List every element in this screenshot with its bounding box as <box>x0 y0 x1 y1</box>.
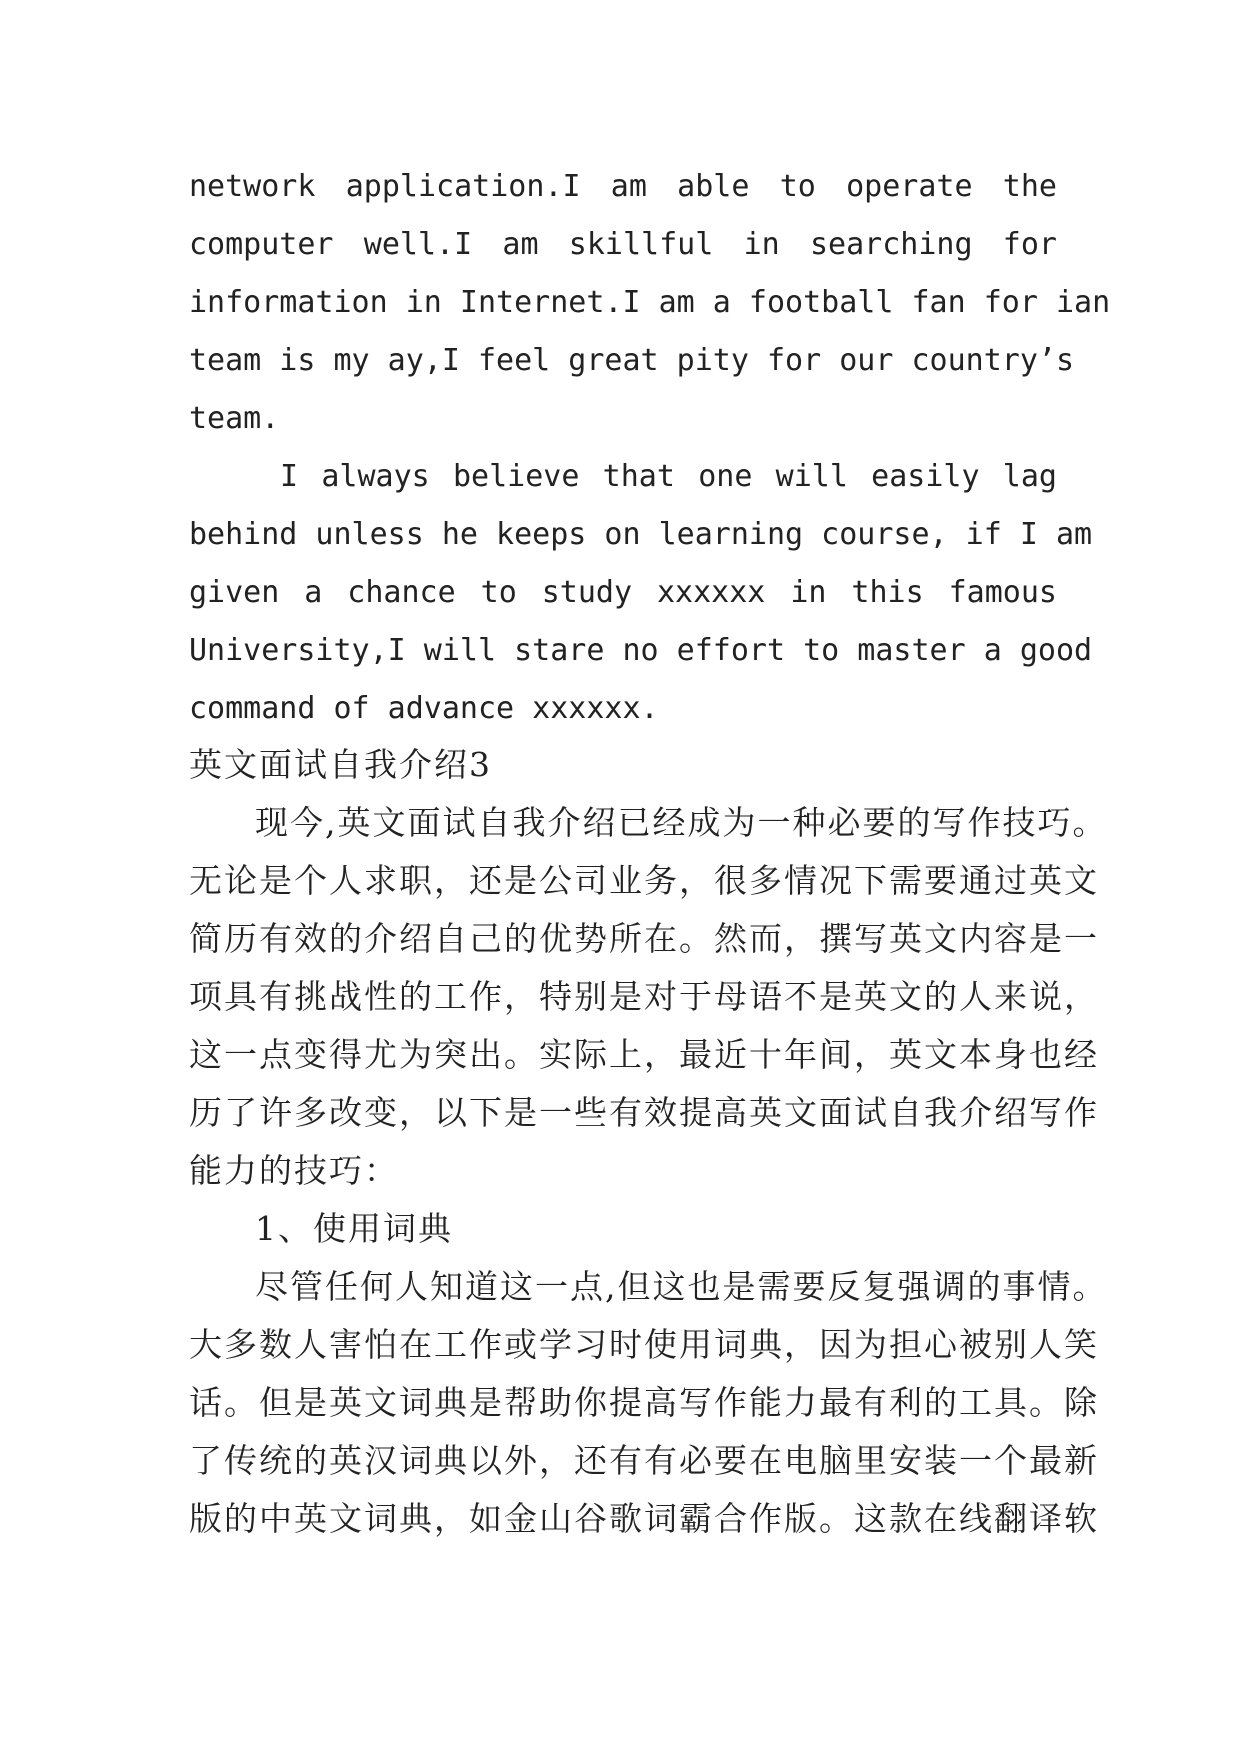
text-line: 现今,英文面试自我介绍已经成为一种必要的写作技巧。 <box>255 803 1108 842</box>
text-line: network application.I am able to operate the <box>189 169 1057 204</box>
text-line: 了传统的英汉词典以外，还有有必要在电脑里安装一个最新 <box>189 1441 1099 1480</box>
text-line: 这一点变得尤为突出。实际上，最近十年间，英文本身也经 <box>189 1035 1099 1074</box>
text-line: I always believe that one will easily lag <box>280 459 1057 494</box>
text-line: 尽管任何人知道这一点,但这也是需要反复强调的事情。 <box>255 1267 1108 1306</box>
text-line: computer well.I am skillful in searching for <box>189 227 1057 262</box>
text-line: 大多数人害怕在工作或学习时使用词典，因为担心被别人笑 <box>189 1325 1099 1364</box>
text-line: University,I will stare no effort to master a good <box>189 633 1093 668</box>
section-heading: 英文面试自我介绍3 <box>189 745 492 784</box>
text-line: 话。但是英文词典是帮助你提高写作能力最有利的工具。除 <box>189 1383 1099 1422</box>
text-line: 项具有挑战性的工作，特别是对于母语不是英文的人来说， <box>189 977 1099 1016</box>
text-line: command of advance xxxxxx. <box>189 691 659 726</box>
text-line: 版的中英文词典，如金山谷歌词霸合作版。这款在线翻译软 <box>189 1499 1099 1538</box>
text-line: team. <box>189 401 280 436</box>
text-line: team is my ay,I feel great pity for our country’s <box>189 343 1075 378</box>
text-line: given a chance to study xxxxxx in this famous <box>189 575 1057 610</box>
text-line: 能力的技巧： <box>189 1151 399 1190</box>
text-line: 简历有效的介绍自己的优势所在。然而，撰写英文内容是一 <box>189 919 1099 958</box>
numbered-heading: 1、使用词典 <box>255 1209 453 1248</box>
text-line: 无论是个人求职，还是公司业务，很多情况下需要通过英文 <box>189 861 1099 900</box>
text-line: behind unless he keeps on learning course, if I am <box>189 517 1093 552</box>
text-line: 历了许多改变，以下是一些有效提高英文面试自我介绍写作 <box>189 1093 1099 1132</box>
text-line: information in Internet.I am a football fan for ian <box>189 285 1111 320</box>
